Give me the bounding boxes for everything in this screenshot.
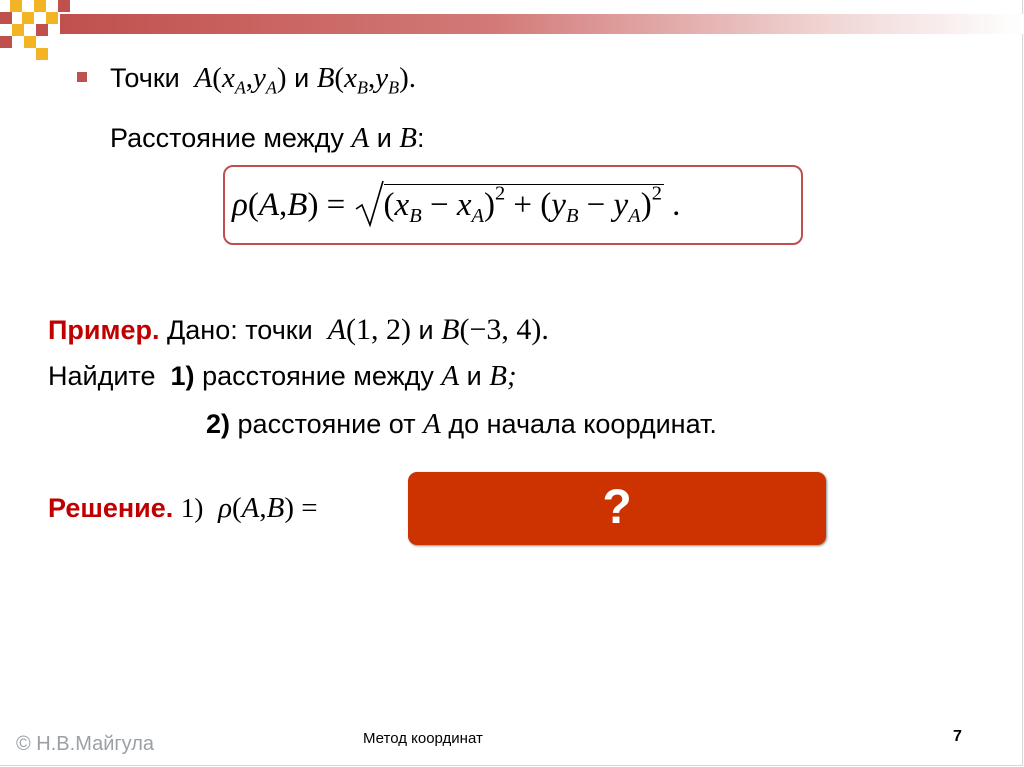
- square-root-sign: $(x_B - x_A)^2 + (y_B - y_A)^2$: [354, 187, 664, 224]
- distance-formula: ρ(A,B) = $(x_B - x_A)^2 + (y_B - y_A)^2$ .: [232, 182, 681, 228]
- example-label: Пример.: [48, 315, 160, 345]
- points-line: Точки $A(x_A,y_A)$ и $B(x_B,y_B)$.: [110, 62, 416, 98]
- solution-label: Решение.: [48, 493, 174, 523]
- page-number: 7: [953, 728, 962, 745]
- answer-reveal-box[interactable]: [408, 472, 826, 545]
- distance-line: Расстояние между A и B:: [110, 122, 425, 154]
- item2-line: 2) расстояние от A до начала координат.: [206, 408, 717, 440]
- author-credit: © Н.В.Майгула: [16, 733, 155, 755]
- find-line: Найдите 1) расстояние между A и B;: [48, 360, 517, 392]
- question-mark: ?: [602, 481, 632, 534]
- slide-title-footer: Метод координат: [363, 730, 483, 747]
- bullet-square: [77, 72, 87, 82]
- example-line: Пример. Дано: точки A(1, 2) и B(−3, 4).: [48, 313, 549, 346]
- solution-line: Решение. 1) ρ(A,B) =: [48, 492, 318, 524]
- header-gradient-bar: [60, 14, 1024, 34]
